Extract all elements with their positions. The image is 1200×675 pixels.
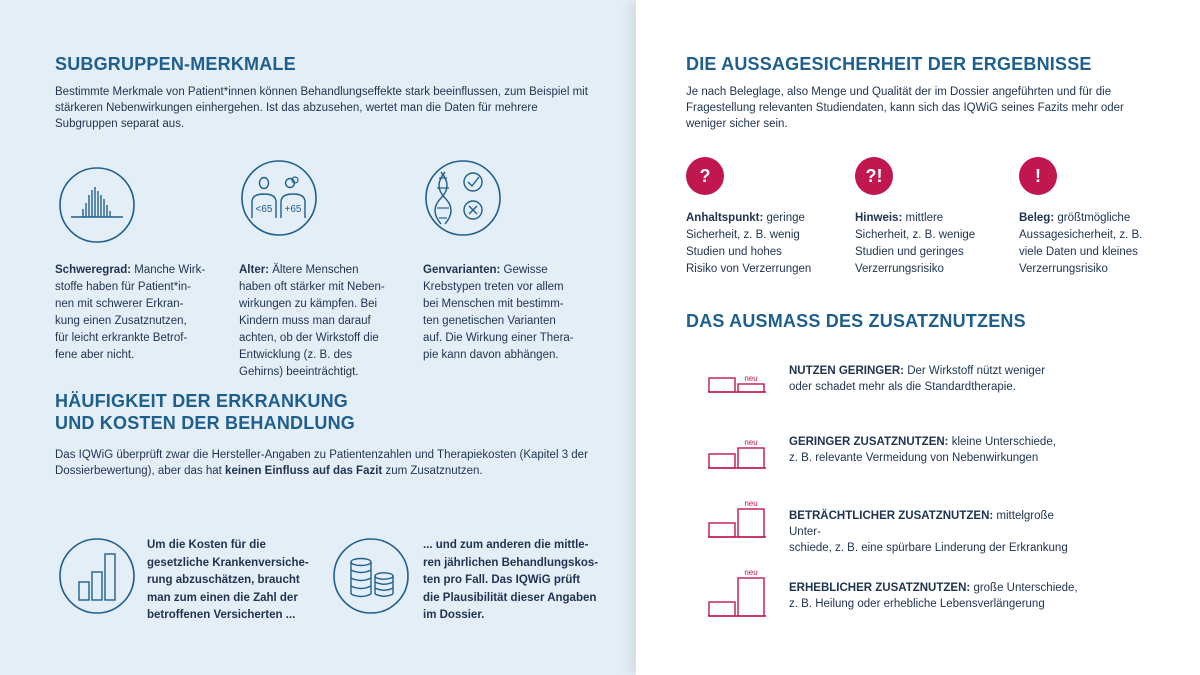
benefit-line: große Unterschiede,	[973, 582, 1078, 594]
age-line: Entwicklung (z. B. des	[239, 349, 353, 361]
hint-title: Hinweis:	[855, 212, 903, 224]
genetics-title: Genvarianten:	[423, 264, 501, 276]
benefit-line: z. B. Heilung oder erhebliche Lebensverlängerung	[789, 598, 1045, 610]
genetics-line: bei Menschen mit bestimm-	[423, 298, 564, 310]
benefit-considerable	[789, 508, 1089, 556]
cost-line: ren jährlichen Behandlungskos-	[423, 556, 599, 569]
age-line: haben oft stärker mit Neben-	[239, 281, 385, 293]
subgroup-age	[239, 262, 399, 381]
frequency-title-line: HÄUFIGKEIT DER ERKRANKUNG	[55, 391, 348, 411]
benefit-minor	[789, 434, 1089, 466]
frequency-title	[55, 390, 455, 434]
severity-line: kung einen Zusatznutzen,	[55, 315, 187, 327]
hint-line: Sicherheit, z. B. wenige	[855, 229, 976, 241]
new-therapy-block	[738, 578, 764, 616]
subgroups-intro: Bestimmte Merkmale von Patient*innen können Behandlungseffekte stark beeinflussen, zum Beispiel mit stärkeren Nebenwirkungen einhergehen. Ist das abzusehen, wertet man die Daten für mehrere Subgruppen separat aus.	[55, 86, 588, 130]
benefit-comparison-icon	[708, 489, 772, 539]
age-line: Gehirns) beeinträchtigt.	[239, 366, 359, 378]
age-title: Alter:	[239, 264, 270, 276]
new-therapy-block	[738, 448, 764, 468]
subgroups-title: SUBGRUPPEN-MERKMALE	[55, 54, 296, 74]
age-line: Ältere Menschen	[272, 264, 359, 276]
genetics-line: pie kann davon abhängen.	[423, 349, 559, 361]
benefit-label: GERINGER ZUSATZNUTZEN:	[789, 436, 949, 448]
subgroup-severity	[55, 262, 215, 364]
proof-line: viele Daten und kleines	[1019, 246, 1138, 258]
benefit-line: oder schadet mehr als die Standardtherapie.	[789, 381, 1016, 393]
age-young-label: <65	[255, 204, 273, 215]
new-therapy-block	[738, 509, 764, 537]
proof-line: größtmögliche	[1057, 212, 1131, 224]
benefit-label: NUTZEN GERINGER:	[789, 365, 904, 377]
benefit-line: schiede, z. B. eine spürbare Linderung der Erkrankung	[789, 542, 1068, 554]
frequency-intro-emphasis: keinen Einfluss auf das Fazit	[225, 465, 383, 477]
cost-line: die Plausibilität dieser Angaben	[423, 591, 597, 604]
new-label: neu	[744, 568, 758, 577]
exclamation-badge-icon: !	[1019, 157, 1057, 195]
question-exclamation-badge-icon: ?!	[855, 157, 893, 195]
benefit-line: kleine Unterschiede,	[951, 436, 1056, 448]
genetics-line: ten genetischen Varianten	[423, 315, 556, 327]
severity-bars-icon	[57, 165, 137, 245]
bar-chart-icon	[57, 536, 137, 616]
new-label: neu	[744, 499, 758, 508]
certainty-title: DIE AUSSAGESICHERHEIT DER ERGEBNISSE	[686, 54, 1092, 74]
cost-line: im Dossier.	[423, 609, 485, 621]
frequency-intro	[55, 447, 600, 479]
severity-line: fene aber nicht.	[55, 349, 135, 361]
new-therapy-block	[738, 384, 764, 392]
genetics-line: Krebstypen treten vor allem	[423, 281, 564, 293]
severity-line: für leicht erkrankte Betrof-	[55, 332, 188, 344]
benefit-major	[789, 580, 1089, 612]
frequency-title-line: UND KOSTEN DER BEHANDLUNG	[55, 413, 356, 433]
indication-line: Sicherheit, z. B. wenig	[686, 229, 800, 241]
certainty-indication	[686, 210, 846, 278]
age-line: wirkungen zu kämpfen. Bei	[239, 298, 378, 310]
severity-line: nen mit schwerer Erkran-	[55, 298, 184, 310]
right-panel	[636, 0, 1200, 675]
subgroup-genetics	[423, 262, 583, 364]
age-line: achten, ob der Wirkstoff die	[239, 332, 379, 344]
cost-line: Um die Kosten für die	[147, 539, 266, 551]
benefit-line: mittelgroße Unter-	[789, 510, 1054, 538]
hint-line: Studien und geringes	[855, 246, 964, 258]
cost-line: ... und zum anderen die mittle-	[423, 539, 589, 551]
hint-line: Verzerrungsrisiko	[855, 263, 944, 275]
indication-line: Studien und hohes	[686, 246, 782, 258]
genetics-line: Gewisse	[503, 264, 548, 276]
benefit-title: DAS AUSMASS DES ZUSATZNUTZENS	[686, 311, 1026, 331]
severity-line: Manche Wirk-	[134, 264, 206, 276]
indication-line: geringe	[766, 212, 805, 224]
benefit-label: BETRÄCHTLICHER ZUSATZNUTZEN:	[789, 510, 994, 522]
frequency-intro-text: zum Zusatznutzen.	[382, 465, 483, 477]
certainty-proof	[1019, 210, 1179, 278]
standard-therapy-block	[709, 523, 735, 537]
genetics-line: auf. Die Wirkung einer Thera-	[423, 332, 574, 344]
benefit-comparison-icon	[708, 344, 772, 394]
severity-line: stoffe haben für Patient*in-	[55, 281, 191, 293]
dna-icon	[423, 158, 503, 238]
benefit-comparison-icon	[708, 420, 772, 470]
new-label: neu	[744, 374, 758, 383]
benefit-line: Der Wirkstoff nützt weniger	[907, 365, 1046, 377]
certainty-intro: Je nach Beleglage, also Menge und Qualität der im Dossier angeführten und für die Fragestellung relevanten Studiendaten, kann sich das IQWiG seines Fazits mehr oder weniger sicher sein.	[686, 86, 1124, 130]
benefit-line: z. B. relevante Vermeidung von Nebenwirkungen	[789, 452, 1039, 464]
indication-title: Anhaltspunkt:	[686, 212, 764, 224]
cost-line: ten pro Fall. Das IQWiG prüft	[423, 574, 581, 586]
certainty-hint	[855, 210, 1015, 278]
cost-text-insured	[147, 537, 317, 625]
coins-icon	[331, 536, 411, 616]
proof-title: Beleg:	[1019, 212, 1055, 224]
benefit-comparison-icon	[708, 568, 772, 618]
age-line: Kindern muss man darauf	[239, 315, 371, 327]
new-label: neu	[744, 438, 758, 447]
cost-line: betroffenen Versicherten ...	[147, 609, 296, 621]
cost-text-treatment	[423, 537, 613, 625]
standard-therapy-block	[709, 378, 735, 392]
standard-therapy-block	[709, 602, 735, 616]
benefit-lesser	[789, 363, 1089, 395]
hint-line: mittlere	[905, 212, 944, 224]
cost-line: rung abzuschätzen, braucht	[147, 574, 300, 586]
standard-therapy-block	[709, 454, 735, 468]
age-groups-icon	[239, 158, 319, 238]
benefit-label: ERHEBLICHER ZUSATZNUTZEN:	[789, 582, 971, 594]
age-old-label: +65	[284, 204, 302, 215]
cost-line: gesetzliche Krankenversiche-	[147, 556, 309, 569]
proof-line: Aussagesicherheit, z. B.	[1019, 229, 1143, 241]
severity-title: Schweregrad:	[55, 264, 132, 276]
indication-line: Risiko von Verzerrungen	[686, 263, 812, 275]
cost-line: man zum einen die Zahl der	[147, 591, 298, 604]
proof-line: Verzerrungsrisiko	[1019, 263, 1108, 275]
question-badge-icon: ?	[686, 157, 724, 195]
frequency-intro-text: Das IQWiG überprüft zwar die Hersteller-Angaben zu Patientenzahlen und Therapiekosten (Kapitel 3 der Dossierbewertung), aber das hat	[55, 449, 588, 477]
